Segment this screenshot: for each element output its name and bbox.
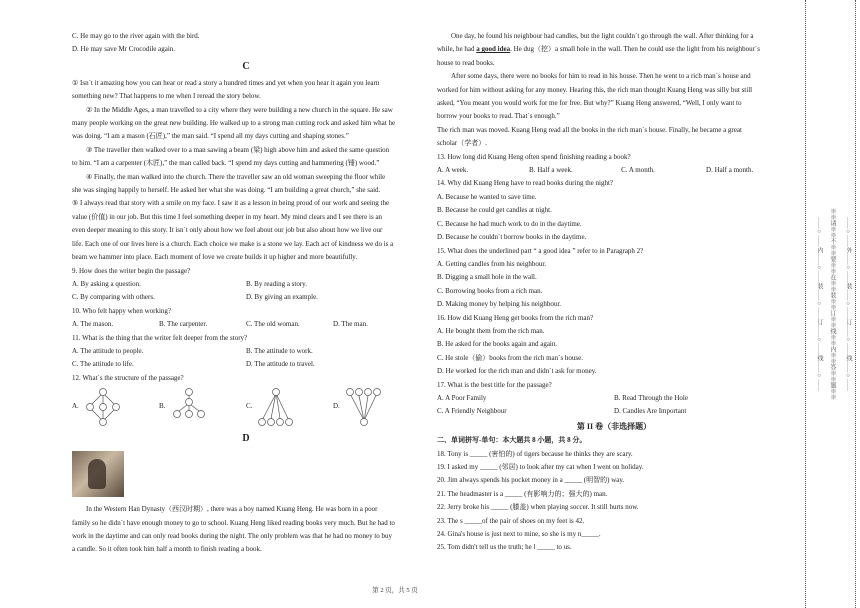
paragraph-line: worked for him without asking for any money. Hearing this, the rich man thought Kuang Heng was silly but still: [437, 85, 753, 94]
q17-option-c[interactable]: C. A Friendly Neighbour: [437, 407, 507, 416]
q16-option-c[interactable]: C. He stole（偷）books from the rich man`s house.: [437, 353, 584, 362]
q16-option-b[interactable]: B. He asked for the books again and again.: [437, 340, 558, 349]
fill-in-question[interactable]: 19. I asked my _____ (邻居) to look after my cat when I went on holiday.: [437, 463, 644, 471]
q13-options: [437, 164, 791, 177]
q11-option-b[interactable]: B. The attitude to work.: [246, 346, 313, 355]
word-spelling-list: [437, 448, 791, 555]
q13-option-c[interactable]: C. A month.: [621, 166, 655, 175]
binding-notice: ※※请※※不※※要※※在※※装※※订※※线※※内※※答※※题※※: [829, 208, 835, 400]
option-line: D. He may save Mr Crocodile again.: [72, 45, 176, 54]
paragraph-line: she was singing happily to herself. He asked her what she was doing. “I am building a great church,” she said.: [72, 186, 381, 195]
page-number: 第 2 页，共 5 页: [372, 587, 418, 594]
paragraph-line: life. Each one of our lives here is a church. Each choice we make is a stone we lay. Each act of kindness we do is a: [72, 239, 394, 248]
q16-option-a[interactable]: A. He bought them from the rich man.: [437, 326, 545, 335]
left-column: [72, 30, 420, 557]
paragraph-line: family so he didn`t have enough money to go to school. Kuang Heng liked reading books very much. But he had to: [72, 518, 395, 527]
paragraph-line: something new? That happens to me when I reread the story below.: [72, 92, 261, 101]
structure-diagram-icon: [344, 387, 384, 427]
q14-option-c[interactable]: C. Because he had much work to do in the daytime.: [437, 219, 582, 228]
q9-options-2: [72, 291, 420, 304]
section-d-heading: D: [242, 433, 250, 445]
q14-option-a[interactable]: A. Because he wanted to save time.: [437, 192, 537, 201]
paragraph-line: ② In the Middle Ages, a man travelled to a city where they were building a new church in the square. He saw: [86, 105, 393, 114]
q10-option-d[interactable]: D. The man.: [333, 320, 368, 329]
paragraph-line: ③ The traveller then walked over to a man sawing a beam (梁) high above him and asked the same question: [86, 145, 390, 154]
paragraph-line: was doing. “I am a mason (石匠),” the man said. “I spend all my days cutting and shaping stones.”: [72, 132, 349, 141]
passage-d-continued: [437, 70, 791, 150]
question-13: 13. How long did Kuang Heng often spend finishing reading a book?: [437, 152, 631, 161]
q11-options: [72, 345, 420, 358]
part-2-heading: 第 II 卷（非选择题）: [576, 421, 652, 431]
q10-option-c[interactable]: C. The old woman.: [246, 320, 300, 329]
fill-in-question[interactable]: 24. Gina's house is just next to mine, so she is my n_____.: [437, 530, 601, 539]
q12-option-c[interactable]: C.: [246, 387, 333, 427]
q17-option-b[interactable]: B. Read Through the Hole: [614, 393, 688, 402]
paragraph-line: value (价值) in our job. But this time I feel something deeper in my heart. My mind clears and I see there is an: [72, 212, 383, 221]
paragraph-line: a candle. So it often took him half a month to finish reading a book.: [72, 545, 262, 554]
fill-in-question[interactable]: 22. Jerry broke his _____ (膝盖) when playing soccer. It still hurts now.: [437, 503, 639, 512]
paragraph-line: asked, “You meant you would work for me for free. But why?” Kuang Heng answered, “Well, I only want to: [437, 99, 742, 108]
question-11: 11. What is the thing that the writer felt deeper from the story?: [72, 333, 248, 342]
paragraph-line: work in the daytime and can only read books during the night. The only problem was that he had no money to buy: [72, 531, 393, 540]
q15-option-b[interactable]: B. Digging a small hole in the wall.: [437, 273, 537, 282]
question-14: 14. Why did Kuang Heng have to read books during the night?: [437, 179, 614, 188]
right-column: [437, 30, 791, 555]
question-12: 12. What`s the structure of the passage?: [72, 373, 184, 382]
structure-diagram-icon: [169, 387, 209, 427]
binding-inner-text: ……○……内……○……装……○……订……○……线……○……: [816, 217, 822, 391]
section-c-heading: C: [242, 60, 250, 72]
q11-option-c[interactable]: C. The attitude to life.: [72, 360, 134, 369]
q10-option-b[interactable]: B. The carpenter.: [159, 320, 208, 329]
binding-outer-text: ……○……外……○……装……○……订……○……线……○……: [845, 217, 851, 391]
passage-d: [72, 503, 420, 557]
q15-option-d[interactable]: D. Making money by helping his neighbour.: [437, 300, 562, 309]
q16-option-d[interactable]: D. He worked for the rich man and didn`t ask for money.: [437, 367, 597, 376]
q17-options: [437, 392, 791, 405]
passage-c: [72, 77, 420, 265]
paragraph-line: The rich man was moved. Kuang Heng read all the books in the rich man`s house. Finally, he became a great: [437, 125, 742, 134]
paragraph-line: ⑤ I always read that story with a smile on my face. I saw it as a lesson in being proud of our work and seeing the: [72, 199, 390, 208]
paragraph-line: One day, he found his neighbour had candles, but the light couldn`t go through the wall. After thinking for a: [451, 32, 754, 40]
q14-option-d[interactable]: D. Because he couldn`t borrow books in the daytime.: [437, 233, 587, 242]
paragraph-line: beam we hammer into place. Each moment of love we create builds it up higher and more beautifully.: [72, 253, 358, 262]
paragraph-line: After some days, there were no books for him to read in his house. Then he went to a rich man`s house and: [451, 72, 751, 81]
q11-option-d[interactable]: D. The attitude to travel.: [246, 360, 315, 369]
q17-options-2: [437, 405, 791, 418]
structure-diagram-icon: [256, 387, 296, 427]
q17-option-d[interactable]: D. Candles Are Important: [614, 407, 687, 416]
q9-option-c[interactable]: C. By comparing with others.: [72, 293, 155, 302]
q9-options: [72, 278, 420, 291]
q13-option-a[interactable]: A. A week.: [437, 166, 469, 175]
paragraph-line: ① Isn`t it amazing how you can hear or read a story a hundred times and yet when you hear it again you learn: [72, 78, 380, 87]
underlined-phrase: a good idea: [476, 45, 511, 54]
question-16: 16. How did Kuang Heng get books from the rich man?: [437, 313, 594, 322]
q14-option-b[interactable]: B. Because he could get candles at night.: [437, 206, 552, 215]
binding-line: [805, 0, 806, 608]
q10-options: [72, 318, 420, 331]
q11-option-a[interactable]: A. The attitude to people.: [72, 346, 144, 355]
kuang-heng-illustration: [72, 451, 124, 497]
q12-option-a[interactable]: A.: [72, 387, 159, 427]
paragraph-line: house to read books.: [437, 58, 495, 67]
fill-in-question[interactable]: 21. The headmaster is a _____ (有影响力的；强大的) man.: [437, 489, 608, 498]
paragraph-line: scholar（学者）.: [437, 139, 487, 148]
fill-in-question[interactable]: 23. The s _____of the pair of shoes on my feet is 42.: [437, 516, 585, 525]
paragraph-line: while, he had a good idea. He dug（挖）a small hole in the wall. Then he could use the light from his neighbour`s: [437, 45, 760, 54]
q11-options-2: [72, 358, 420, 371]
paragraph-line: many people working on the great new building. He walked up to a strong man cutting rock and asked him what he: [72, 119, 396, 128]
q12-option-b[interactable]: B.: [159, 387, 246, 427]
option-line: C. He may go to the river again with the bird.: [72, 32, 200, 40]
fill-in-question[interactable]: 25. Tom didn't tell us the truth; he l _____ to us.: [437, 543, 572, 552]
paragraph-line: borrow your books to read. That`s enough.”: [437, 112, 560, 121]
binding-margin: [795, 0, 860, 608]
q13-option-d[interactable]: D. Half a month.: [706, 166, 754, 175]
structure-diagram-icon: [83, 387, 123, 427]
q15-option-c[interactable]: C. Borrowing books from a rich man.: [437, 286, 543, 295]
paragraph-line: even deeper meaning to this story. It isn`t only about how we feel about our job but also about how we live our: [72, 226, 383, 235]
question-15: 15. What does the underlined part “ a good idea ” refer to in Paragraph 2?: [437, 246, 644, 255]
question-17: 17. What is the best title for the passage?: [437, 380, 552, 389]
q9-option-b[interactable]: B. By reading a story.: [246, 279, 307, 288]
q13-option-b[interactable]: B. Half a week.: [529, 166, 573, 175]
q15-option-a[interactable]: A. Getting candles from his neighbour.: [437, 259, 547, 268]
q17-option-a[interactable]: A. A Poor Family: [437, 393, 487, 402]
section-2-instructions: 二、单词拼写-单句：本大题共 8 小题，共 8 分。: [437, 436, 587, 445]
paragraph-line: In the Western Han Dynasty（西汉时期）, there was a boy named Kuang Heng. He was born in a poor: [86, 505, 378, 514]
q9-option-d[interactable]: D. By giving an example.: [246, 293, 318, 302]
paragraph-line: to him. “I am a carpenter (木匠),” the man called back. “I spend my days cutting and hammering (锤) wood.”: [72, 159, 380, 168]
paragraph-line: ④ Finally, the man walked into the church. There the traveller saw an old woman sweeping the floor while: [86, 172, 386, 181]
fill-in-question[interactable]: 20. Jim always spends his pocket money in a _____ (明智的) way.: [437, 476, 625, 485]
question-10: 10. Who felt happy when working?: [72, 306, 172, 315]
q12-diagrams: [72, 387, 420, 427]
question-9: 9. How does the writer begin the passage?: [72, 266, 191, 275]
q12-option-d[interactable]: D.: [333, 387, 420, 427]
fill-in-question[interactable]: 18. Tony is _____ (害怕的) of tigers because he thinks they are scary.: [437, 449, 633, 458]
binding-line: [855, 0, 856, 608]
q10-option-a[interactable]: A. The mason.: [72, 320, 114, 329]
q9-option-a[interactable]: A. By asking a question.: [72, 279, 141, 288]
